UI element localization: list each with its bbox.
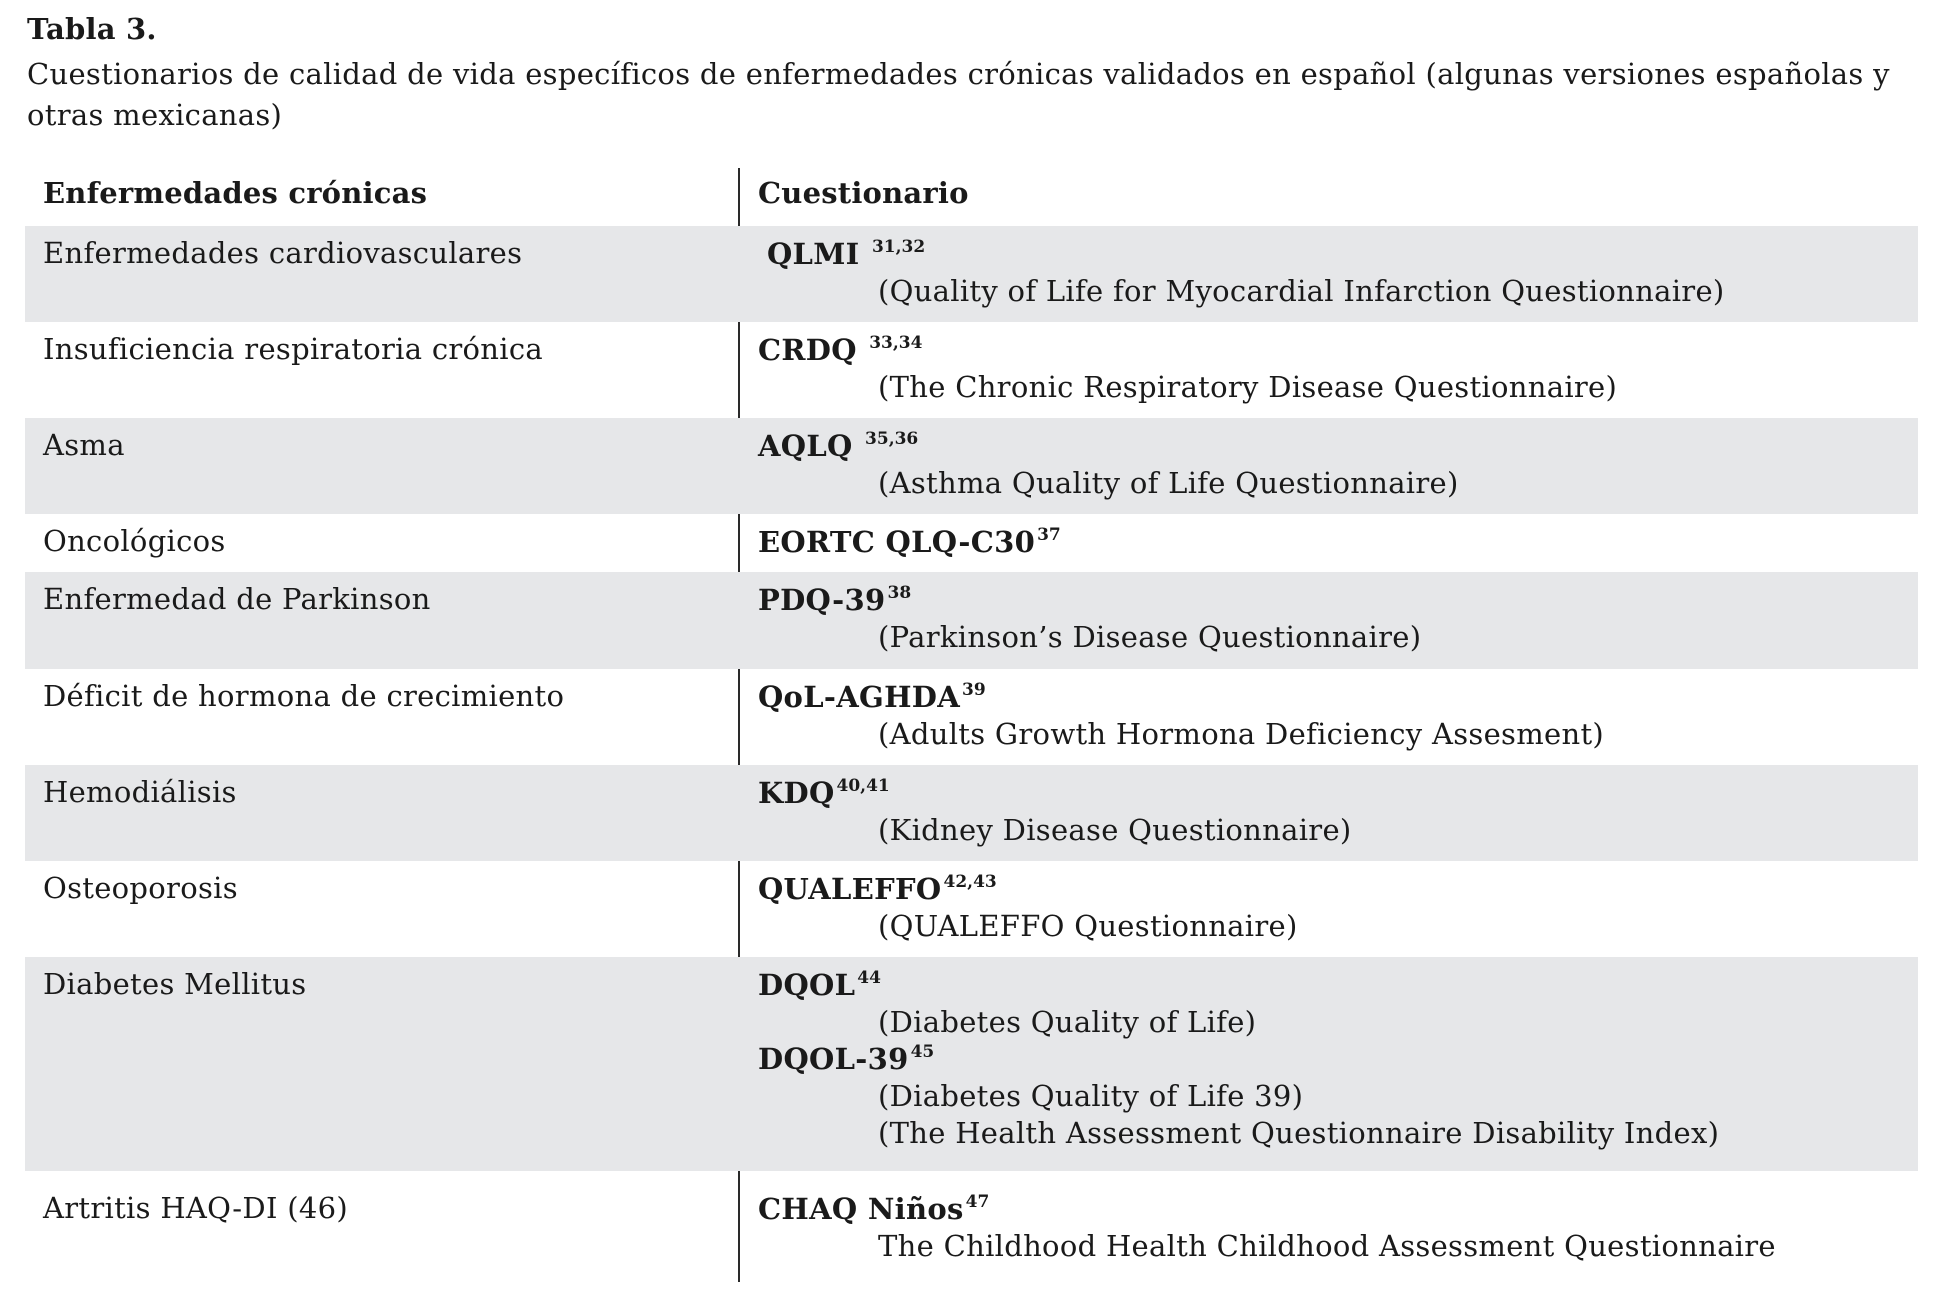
questionnaire-cell bbox=[758, 871, 1908, 945]
disease-cell: Hemodiálisis bbox=[43, 775, 237, 809]
questionnaire-extra-name: (The Health Assessment Questionnaire Disability Index) bbox=[878, 1116, 1720, 1150]
abbr-text: QLMI bbox=[767, 237, 860, 271]
reference-superscript: 45 bbox=[910, 1042, 935, 1062]
questionnaire-full-name: (Adults Growth Hormona Deficiency Assesment) bbox=[878, 717, 1605, 751]
abbr-text: CHAQ Niños bbox=[758, 1192, 964, 1226]
disease-cell: Déficit de hormona de crecimiento bbox=[43, 679, 565, 713]
disease-cell: Enfermedades cardiovasculares bbox=[43, 236, 523, 270]
reference-superscript: 40,41 bbox=[836, 776, 890, 796]
questionnaire-full-name-secondary: (Diabetes Quality of Life 39) bbox=[878, 1079, 1304, 1113]
abbr-text: PDQ-39 bbox=[758, 583, 886, 617]
questionnaire-full-name: The Childhood Health Childhood Assessment Questionnaire bbox=[878, 1229, 1776, 1263]
reference-superscript: 39 bbox=[962, 680, 986, 700]
reference-superscript: 31,32 bbox=[871, 237, 926, 257]
abbr-text: KDQ bbox=[758, 776, 835, 810]
abbr-text: QoL-AGHDA bbox=[758, 680, 961, 714]
table-caption: Cuestionarios de calidad de vida específicos de enfermedades crónicas validados en español (algunas versiones españolas y otras mexicanas) bbox=[27, 57, 1890, 132]
questionnaire-full-name: (The Chronic Respiratory Disease Questionnaire) bbox=[878, 370, 1618, 404]
reference-superscript: 47 bbox=[965, 1192, 990, 1212]
questionnaire-full-name: (Kidney Disease Questionnaire) bbox=[878, 813, 1352, 847]
column-header-disease: Enfermedades crónicas bbox=[43, 176, 428, 210]
abbr-text: DQOL-39 bbox=[758, 1042, 909, 1076]
disease-cell: Diabetes Mellitus bbox=[43, 967, 307, 1001]
questionnaire-cell bbox=[758, 967, 1908, 1152]
questionnaire-cell bbox=[758, 524, 1908, 561]
questionnaire-cell bbox=[767, 236, 1917, 310]
reference-superscript: 38 bbox=[887, 583, 912, 603]
table-row-asthma bbox=[25, 418, 1918, 514]
reference-superscript: 42,43 bbox=[943, 872, 997, 892]
reference-superscript: 44 bbox=[857, 968, 881, 988]
questionnaire-abbr bbox=[758, 428, 1908, 465]
table-row-parkinson bbox=[25, 572, 1918, 669]
table-row-diabetes bbox=[25, 957, 1918, 1171]
abbr-text: DQOL bbox=[758, 968, 856, 1002]
questionnaire-abbr bbox=[758, 679, 1908, 716]
table-label: Tabla 3. bbox=[27, 12, 157, 46]
questionnaire-cell bbox=[758, 775, 1908, 849]
column-header-questionnaire: Cuestionario bbox=[758, 176, 969, 210]
questionnaire-abbr bbox=[758, 332, 1908, 369]
table-body bbox=[25, 226, 1918, 1277]
reference-superscript: 33,34 bbox=[869, 333, 923, 353]
questionnaire-cell bbox=[758, 582, 1908, 656]
questionnaire-abbr bbox=[767, 236, 1917, 273]
questionnaire-full-name: (QUALEFFO Questionnaire) bbox=[878, 909, 1298, 943]
table-row-arthritis bbox=[25, 1171, 1918, 1277]
disease-cell: Osteoporosis bbox=[43, 871, 238, 905]
questionnaire-abbr bbox=[758, 871, 1908, 908]
questionnaire-cell bbox=[758, 1191, 1908, 1265]
questionnaire-full-name: (Asthma Quality of Life Questionnaire) bbox=[878, 466, 1459, 500]
questionnaire-abbr bbox=[758, 582, 1908, 619]
disease-cell: Oncológicos bbox=[43, 524, 226, 558]
table-row-cardiovascular bbox=[25, 226, 1918, 322]
questionnaire-abbr bbox=[758, 1191, 1908, 1228]
reference-superscript: 35,36 bbox=[865, 429, 919, 449]
abbr-text: QUALEFFO bbox=[758, 872, 942, 906]
abbr-text: CRDQ bbox=[758, 333, 857, 367]
disease-cell: Asma bbox=[43, 428, 125, 462]
questionnaire-cell bbox=[758, 428, 1908, 502]
questionnaire-abbr bbox=[758, 524, 1908, 561]
questionnaire-full-name: (Diabetes Quality of Life) bbox=[878, 1005, 1257, 1039]
questionnaire-abbr bbox=[758, 967, 1908, 1004]
questionnaire-full-name: (Parkinson’s Disease Questionnaire) bbox=[878, 620, 1422, 654]
table-row-hemodialysis bbox=[25, 765, 1918, 861]
table-row-respiratory bbox=[25, 322, 1918, 418]
abbr-text: AQLQ bbox=[758, 429, 853, 463]
questionnaire-cell bbox=[758, 332, 1908, 406]
table-row-osteoporosis bbox=[25, 861, 1918, 957]
table-row-oncology bbox=[25, 514, 1918, 572]
reference-superscript: 37 bbox=[1037, 525, 1061, 545]
abbr-text: EORTC QLQ-C30 bbox=[758, 525, 1036, 559]
questionnaire-abbr bbox=[758, 775, 1908, 812]
table-row-growth-hormone bbox=[25, 669, 1918, 765]
questionnaire-abbr-secondary bbox=[758, 1041, 1908, 1078]
questionnaire-full-name: (Quality of Life for Myocardial Infarction Questionnaire) bbox=[878, 274, 1725, 308]
disease-cell: Enfermedad de Parkinson bbox=[43, 582, 431, 616]
disease-cell: Insuficiencia respiratoria crónica bbox=[43, 332, 543, 366]
disease-cell: Artritis HAQ-DI (46) bbox=[43, 1191, 348, 1225]
questionnaire-cell bbox=[758, 679, 1908, 753]
